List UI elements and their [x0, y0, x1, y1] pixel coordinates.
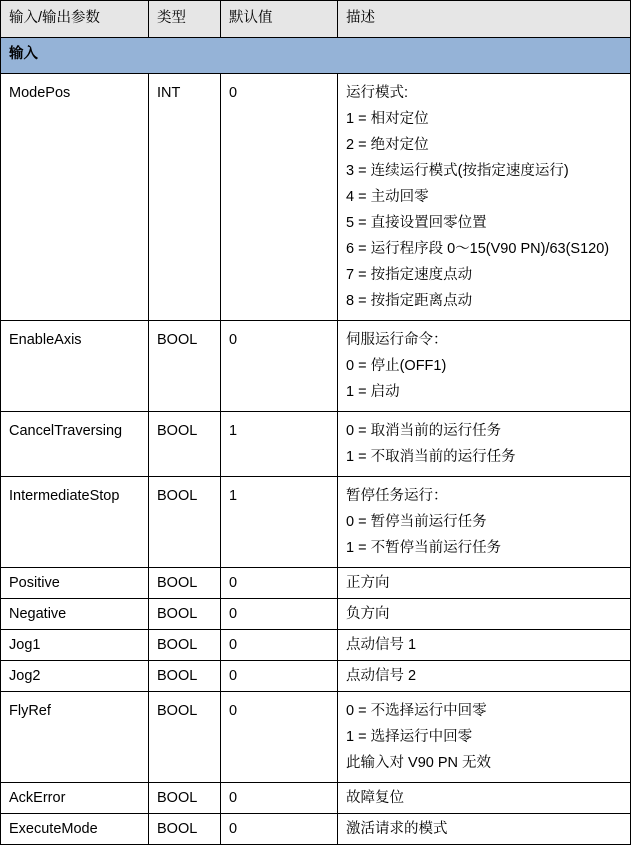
cell-parameter-name: CancelTraversing: [1, 412, 149, 477]
description-line: 5 = 直接设置回零位置: [346, 215, 487, 231]
cell-default-value: 0: [221, 783, 338, 814]
cell-default-value: 0: [221, 568, 338, 599]
description-line: 2 = 绝对定位: [346, 137, 429, 153]
cell-default-value: 0: [221, 74, 338, 321]
table-header-row: [1, 1, 631, 38]
cell-description: [338, 599, 631, 630]
table-row: [1, 412, 631, 477]
table-body: [1, 38, 631, 845]
cell-description: [338, 661, 631, 692]
cell-default-value: 0: [221, 321, 338, 412]
table-row: [1, 599, 631, 630]
description-line: 点动信号 2: [346, 668, 417, 684]
cell-data-type: BOOL: [149, 783, 221, 814]
table-header: [1, 1, 631, 38]
table-row: [1, 568, 631, 599]
table-row: [1, 692, 631, 783]
description-line: 1 = 不暂停当前运行任务: [346, 540, 502, 556]
cell-parameter-name: IntermediateStop: [1, 477, 149, 568]
cell-parameter-name: AckError: [1, 783, 149, 814]
description-line: 1 = 选择运行中回零: [346, 729, 473, 745]
cell-parameter-name: ModePos: [1, 74, 149, 321]
cell-data-type: BOOL: [149, 599, 221, 630]
cell-default-value: 1: [221, 477, 338, 568]
description-line: 0 = 暂停当前运行任务: [346, 514, 487, 530]
cell-description: [338, 74, 631, 321]
description-line: 运行模式:: [346, 85, 409, 101]
cell-data-type: BOOL: [149, 630, 221, 661]
description-line: 正方向: [346, 575, 390, 591]
cell-data-type: BOOL: [149, 692, 221, 783]
cell-data-type: BOOL: [149, 412, 221, 477]
column-header-parameter: 输入/输出参数: [1, 1, 149, 38]
table-row: [1, 74, 631, 321]
cell-parameter-name: Negative: [1, 599, 149, 630]
description-line: 4 = 主动回零: [346, 189, 429, 205]
cell-description: [338, 568, 631, 599]
cell-data-type: BOOL: [149, 321, 221, 412]
cell-parameter-name: Positive: [1, 568, 149, 599]
description-line: 点动信号 1: [346, 637, 417, 653]
table-row: [1, 630, 631, 661]
column-header-description: 描述: [338, 1, 631, 38]
table-row: [1, 814, 631, 845]
cell-description: [338, 477, 631, 568]
description-line: 激活请求的模式: [346, 821, 448, 837]
description-line: 负方向: [346, 606, 390, 622]
description-line: 0 = 不选择运行中回零: [346, 703, 487, 719]
cell-default-value: 1: [221, 412, 338, 477]
cell-description: [338, 321, 631, 412]
cell-default-value: 0: [221, 661, 338, 692]
cell-description: [338, 630, 631, 661]
description-line: 7 = 按指定速度点动: [346, 267, 473, 283]
cell-data-type: INT: [149, 74, 221, 321]
cell-default-value: 0: [221, 599, 338, 630]
description-line: 3 = 连续运行模式(按指定速度运行): [346, 163, 569, 179]
cell-default-value: 0: [221, 630, 338, 661]
cell-parameter-name: Jog2: [1, 661, 149, 692]
cell-parameter-name: FlyRef: [1, 692, 149, 783]
description-line: 8 = 按指定距离点动: [346, 293, 473, 309]
cell-data-type: BOOL: [149, 477, 221, 568]
description-line: 1 = 不取消当前的运行任务: [346, 449, 516, 465]
cell-description: [338, 814, 631, 845]
cell-description: [338, 783, 631, 814]
table-section-row: [1, 38, 631, 74]
table-row: [1, 661, 631, 692]
description-line: 伺服运行命令：: [346, 332, 448, 348]
cell-parameter-name: Jog1: [1, 630, 149, 661]
cell-default-value: 0: [221, 814, 338, 845]
cell-parameter-name: EnableAxis: [1, 321, 149, 412]
cell-data-type: BOOL: [149, 814, 221, 845]
table-row: [1, 783, 631, 814]
column-header-default: 默认值: [221, 1, 338, 38]
cell-description: [338, 412, 631, 477]
description-line: 1 = 启动: [346, 384, 400, 400]
description-line: 0 = 停止(OFF1): [346, 358, 447, 374]
description-line: 暂停任务运行：: [346, 488, 448, 504]
cell-parameter-name: ExecuteMode: [1, 814, 149, 845]
table-row: [1, 477, 631, 568]
description-line: 此输入对 V90 PN 无效: [346, 755, 492, 771]
description-line: 1 = 相对定位: [346, 111, 429, 127]
cell-data-type: BOOL: [149, 568, 221, 599]
table-section-label: 输入: [1, 38, 631, 74]
description-line: 6 = 运行程序段 0～15(V90 PN)/63(S120): [346, 241, 610, 257]
table-row: [1, 321, 631, 412]
description-line: 0 = 取消当前的运行任务: [346, 423, 502, 439]
column-header-type: 类型: [149, 1, 221, 38]
cell-description: [338, 692, 631, 783]
cell-data-type: BOOL: [149, 661, 221, 692]
cell-default-value: 0: [221, 692, 338, 783]
description-line: 故障复位: [346, 790, 404, 806]
